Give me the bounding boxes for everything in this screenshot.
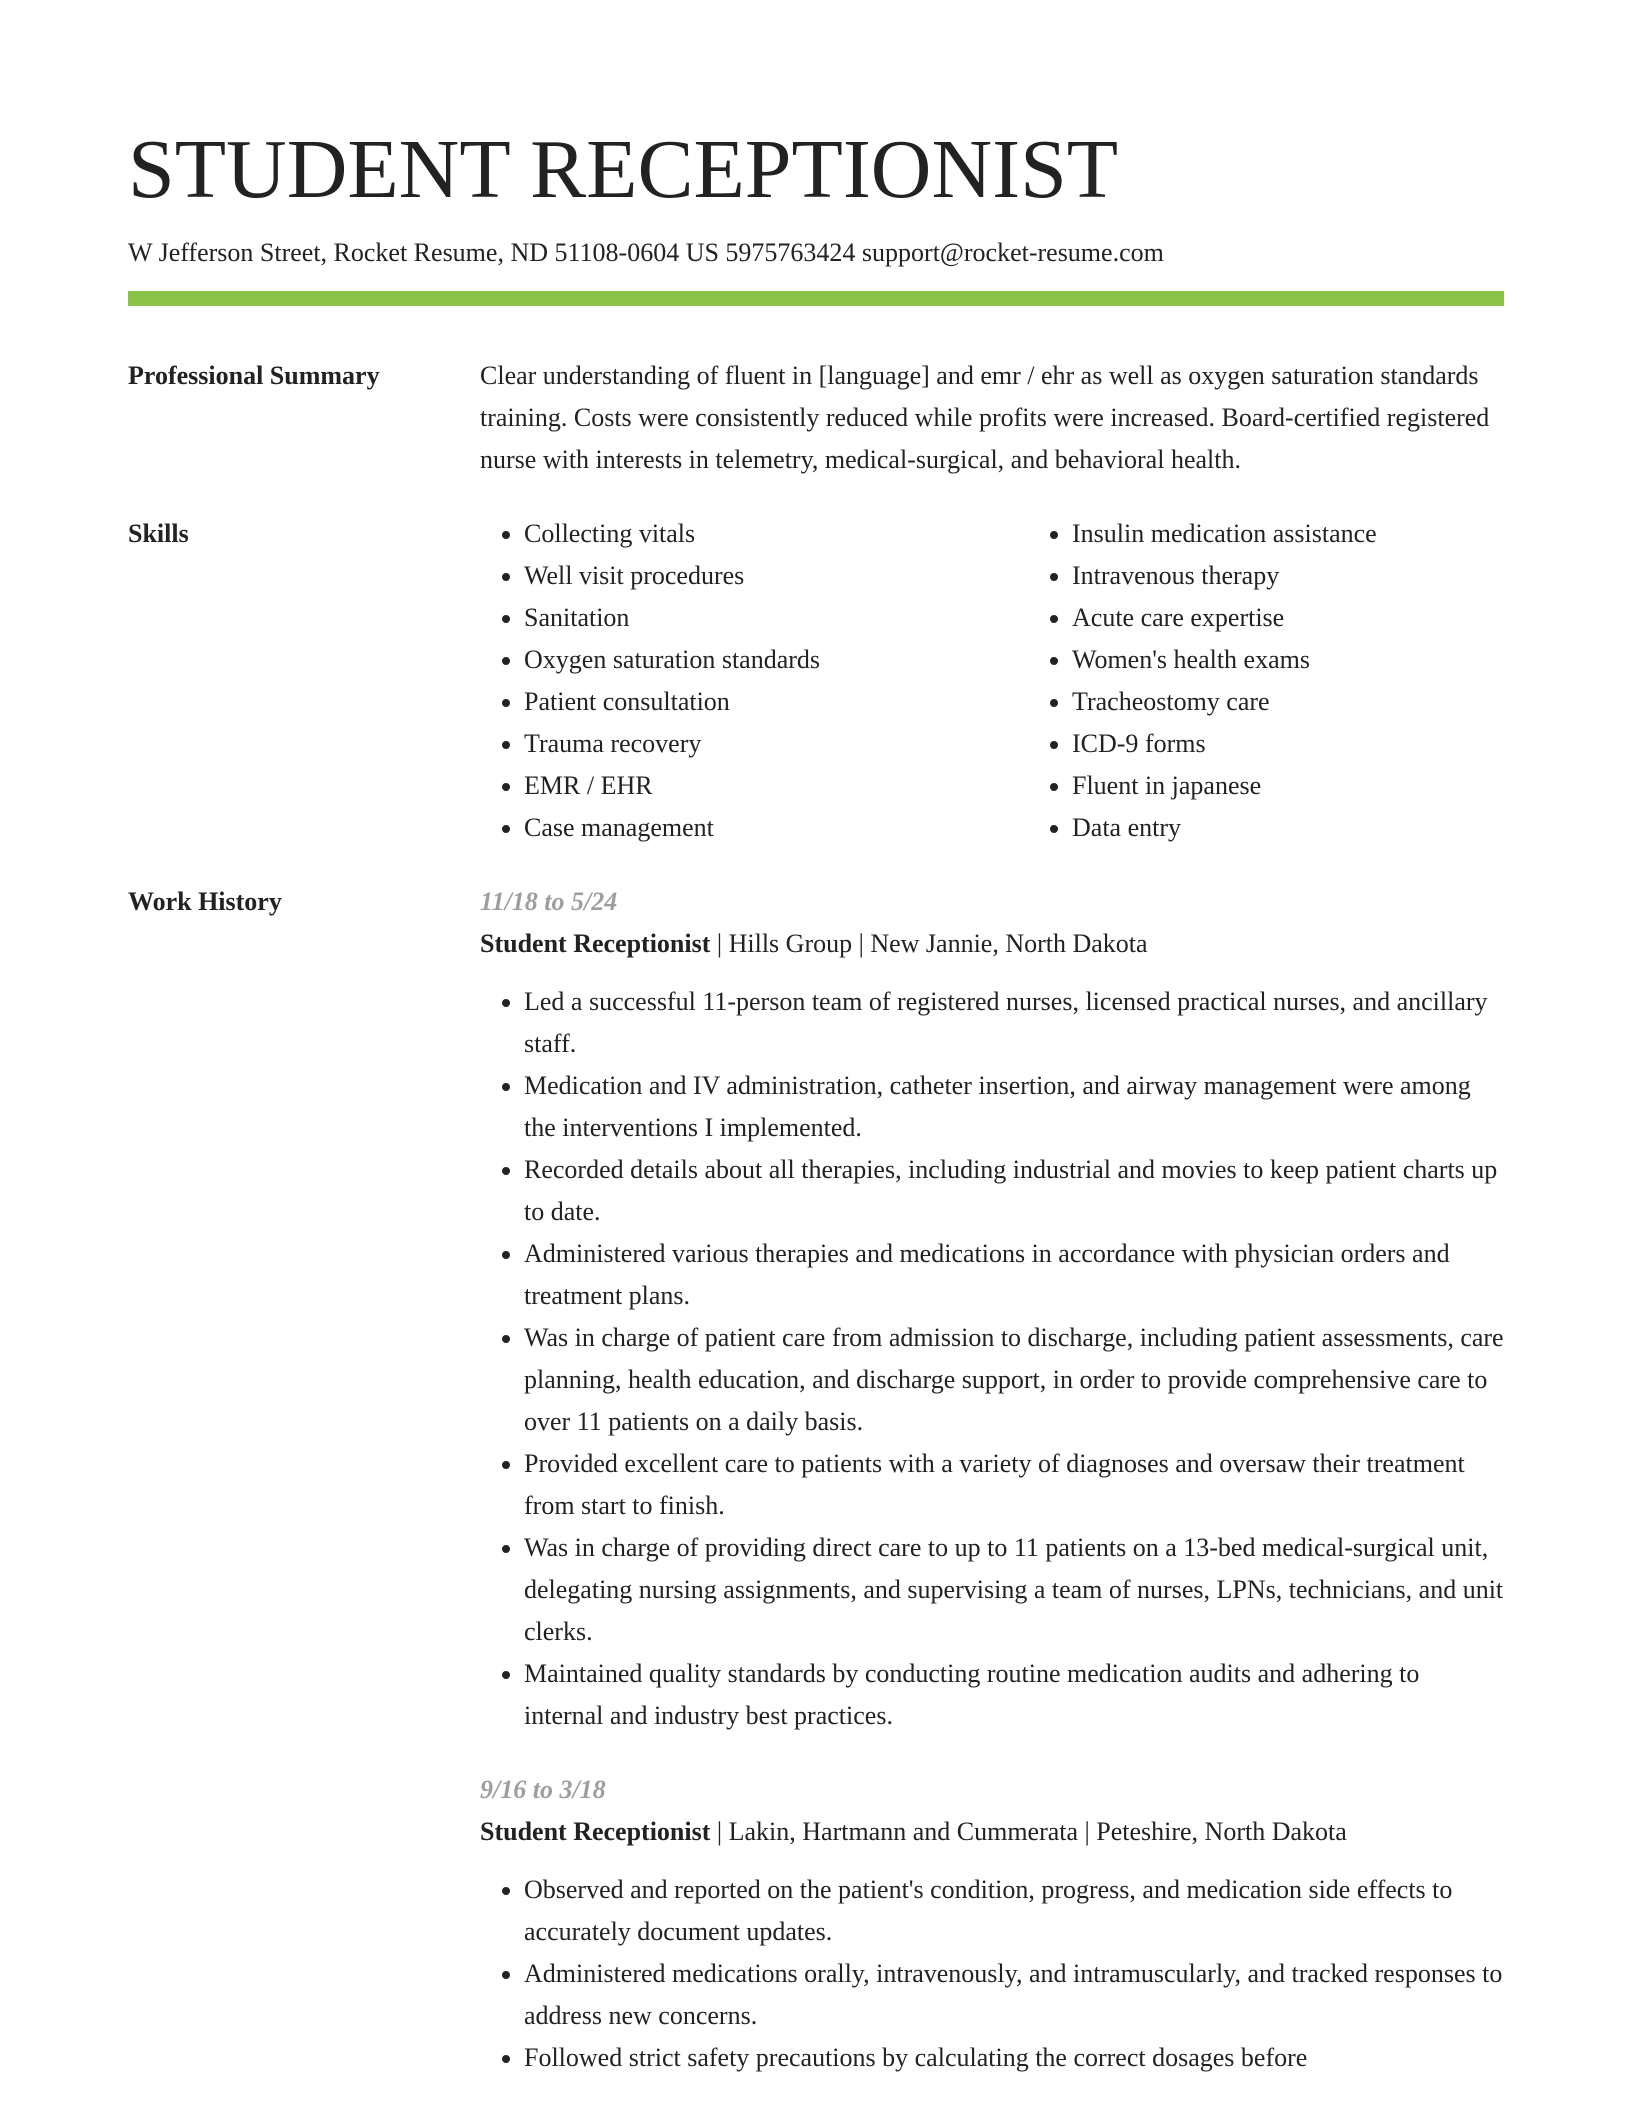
skill-item: • Acute care expertise [1072,597,1576,639]
candidate-name: STUDENT RECEPTIONIST [128,123,1119,216]
skill-item: • Sanitation [524,597,1028,639]
section-label-work: Work History [128,887,282,916]
skill-item: • Intravenous therapy [1072,555,1576,597]
job-heading [480,923,1504,965]
skill-item: • Trauma recovery [524,723,1028,765]
skill-item: • Women's health exams [1072,639,1576,681]
summary-text: Clear understanding of fluent in [language] and emr / ehr as well as oxygen saturation standards training. Costs were consistently reduced while profits were increased. Board-certified registered nurse with interests in telemetry, medical-surgical, and behavioral health. [480,361,1490,474]
job-bullet: • Medication and IV administration, catheter insertion, and airway management were among the interventions I implemented. [524,1065,1504,1149]
skill-item: • Insulin medication assistance [1072,513,1576,555]
job-bullet: • Followed strict safety precautions by calculating the correct dosages before [524,2037,1504,2079]
skill-item: • Well visit procedures [524,555,1028,597]
job-bullet: • Led a successful 11-person team of registered nurses, licensed practical nurses, and ancillary staff. [524,981,1504,1065]
skills-list-right [1028,513,1576,849]
job-bullet: • Administered medications orally, intravenously, and intramuscularly, and tracked responses to address new concerns. [524,1953,1504,2037]
skills-columns [480,513,1576,849]
contact-line: W Jefferson Street, Rocket Resume, ND 51108-0604 US 5975763424 support@rocket-resume.com [128,238,1164,267]
professional-summary-section [128,355,1504,481]
skill-item: • Tracheostomy care [1072,681,1576,723]
skill-item: • Fluent in japanese [1072,765,1576,807]
job-title: Student Receptionist [480,929,711,958]
skill-item: • Data entry [1072,807,1576,849]
job-bullet: • Observed and reported on the patient's condition, progress, and medication side effects to accurately document updates. [524,1869,1504,1953]
job-bullet: • Was in charge of patient care from admission to discharge, including patient assessments, care planning, health education, and discharge support, in order to provide comprehensive care to over 11 patients on a daily basis. [524,1317,1504,1443]
section-label-skills: Skills [128,519,189,548]
job-dates: 11/18 to 5/24 [480,887,618,916]
resume-page [128,0,1504,2079]
work-history-section [128,881,1504,2079]
job-entry [480,1769,1504,2079]
work-history-body [480,881,1504,2079]
job-bullet: • Administered various therapies and medications in accordance with physician orders and treatment plans. [524,1233,1504,1317]
accent-divider [128,291,1504,306]
skills-section [128,513,1504,849]
job-employer-location: | Hills Group | New Jannie, North Dakota [710,929,1148,958]
skill-item: • Patient consultation [524,681,1028,723]
job-dates: 9/16 to 3/18 [480,1775,606,1804]
job-bullet: • Maintained quality standards by conducting routine medication audits and adhering to internal and industry best practices. [524,1653,1504,1737]
job-title: Student Receptionist [480,1817,711,1846]
skill-item: • Collecting vitals [524,513,1028,555]
job-employer-location: | Lakin, Hartmann and Cummerata | Peteshire, North Dakota [710,1817,1347,1846]
job-heading [480,1811,1504,1853]
section-label-summary: Professional Summary [128,361,380,390]
skill-item: • Oxygen saturation standards [524,639,1028,681]
job-entry [480,881,1504,1737]
skill-item: • ICD-9 forms [1072,723,1576,765]
job-bullet: • Was in charge of providing direct care to up to 11 patients on a 13-bed medical-surgical unit, delegating nursing assignments, and supervising a team of nurses, LPNs, technicians, and unit clerks. [524,1527,1504,1653]
skill-item: • EMR / EHR [524,765,1028,807]
job-bullet: • Provided excellent care to patients with a variety of diagnoses and oversaw their treatment from start to finish. [524,1443,1504,1527]
job-bullet: • Recorded details about all therapies, including industrial and movies to keep patient charts up to date. [524,1149,1504,1233]
skill-item: • Case management [524,807,1028,849]
job-bullet-list [480,981,1504,1737]
job-bullet-list [480,1869,1504,2079]
skills-list-left [480,513,1028,849]
